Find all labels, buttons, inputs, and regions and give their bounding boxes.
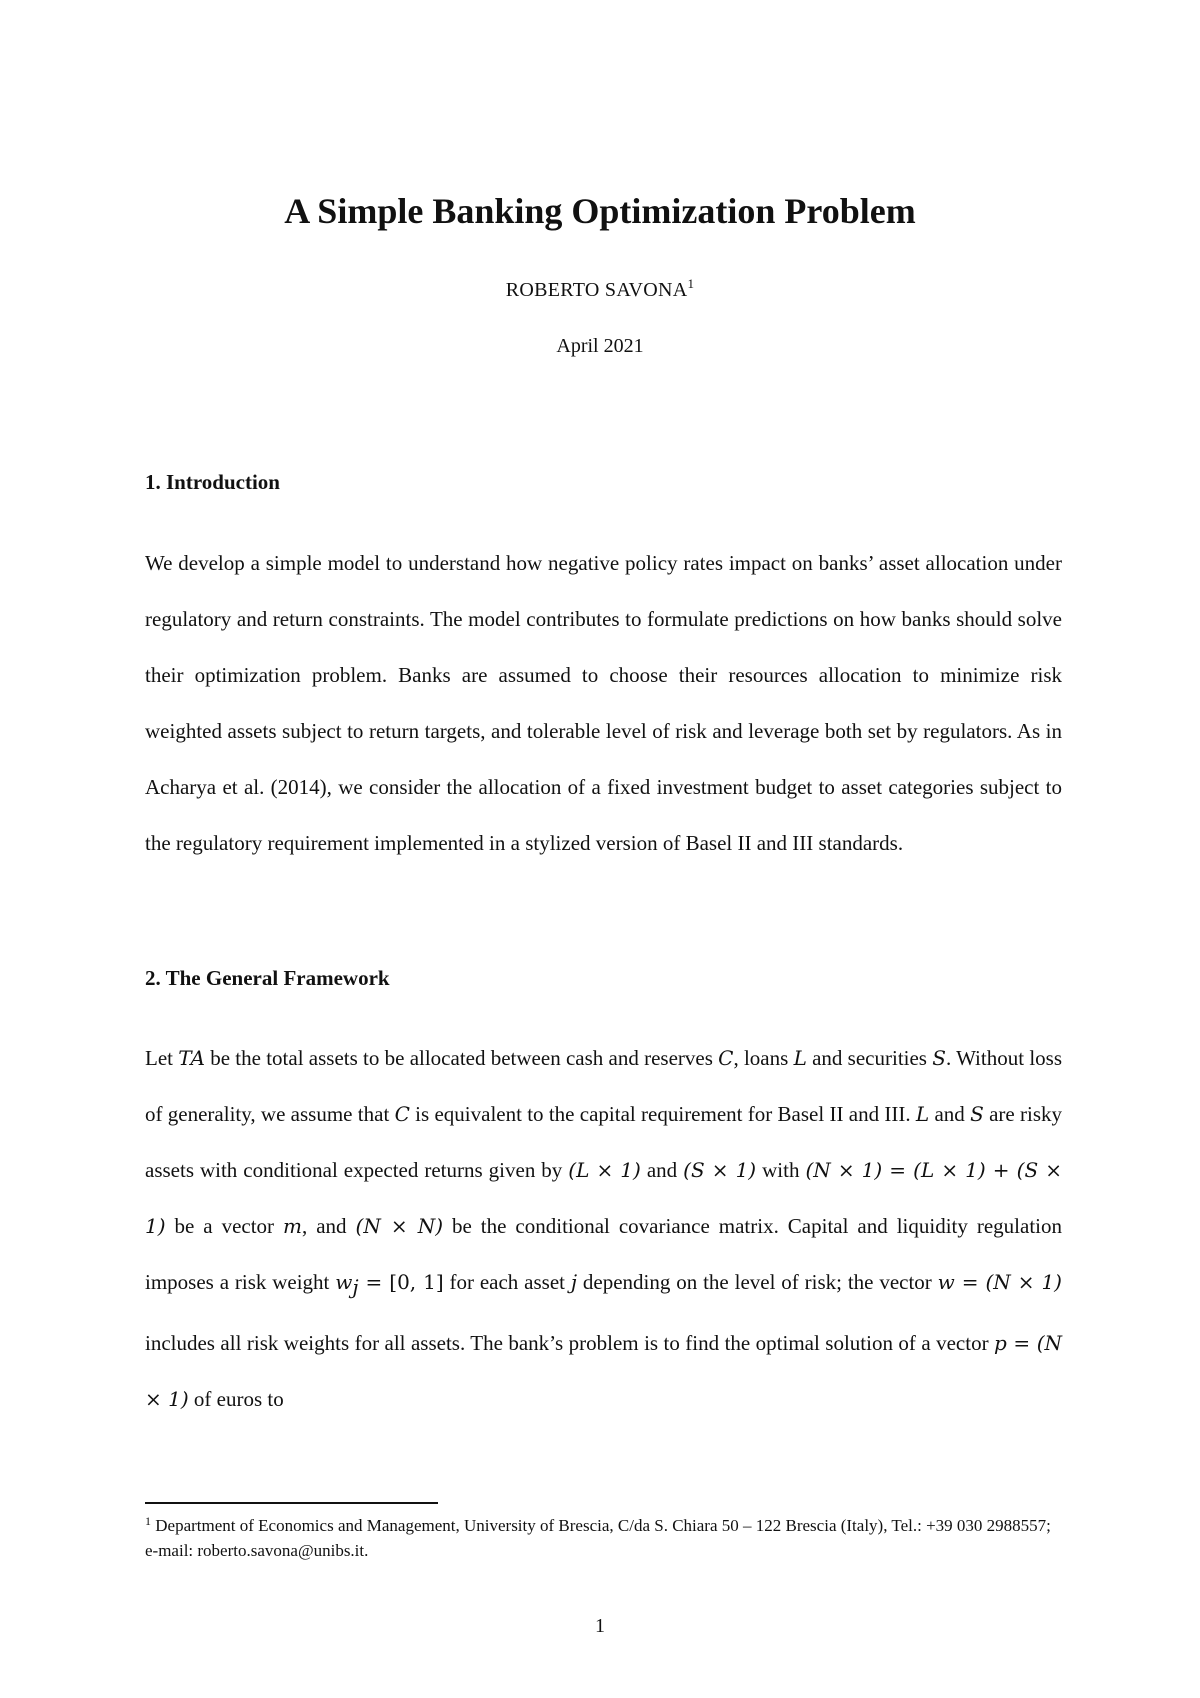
math-security-vector: (S × 1) [683, 1158, 757, 1182]
author-name: ROBERTO SAVONA [505, 279, 688, 301]
text-segment: with [756, 1158, 806, 1182]
text-segment: be the total assets to be allocated between cash and reserves [204, 1046, 719, 1070]
math-loan-vector: (L × 1) [568, 1158, 641, 1182]
math-vector-m: m [283, 1214, 302, 1238]
author-line [0, 276, 1200, 302]
text-segment: of euros to [188, 1387, 284, 1412]
section-heading-introduction: 1. Introduction [145, 470, 280, 494]
math-cash: C [718, 1046, 734, 1070]
paper-title: A Simple Banking Optimization Problem [284, 191, 916, 231]
math-covariance: (N × N) [355, 1214, 444, 1238]
text-segment: depending on the level of risk; the vector [577, 1270, 938, 1294]
introduction-paragraph: We develop a simple model to understand how negative policy rates impact on banks’ asset allocation under regulatory and return constraints. The model contributes to formulate predictions on how banks should solve their optimization problem. Banks are assumed to choose their resources allocation to minimize risk weighted assets subject to return targets, and tolerable level of risk and leverage both set by regulators. As in Acharya et al. (2014), we consider the allocation of a fixed investment budget to asset categories subject to the regulatory requirement implemented in a stylized version of Basel II and III standards. [145, 551, 1062, 855]
text-segment: , and [302, 1214, 356, 1238]
text-segment: Let [145, 1046, 179, 1070]
section-heading-general-framework: 2. The General Framework [145, 966, 390, 990]
footnote-mark: 1 [145, 1514, 151, 1528]
math-interval: = [0, 1] [358, 1270, 444, 1294]
footnote-divider [145, 1502, 438, 1504]
text-segment: . Without loss of generality, we assume that [145, 1046, 1062, 1126]
text-segment: are risky assets with conditional expected returns given by [145, 1102, 1063, 1182]
text-segment: be a vector [165, 1214, 284, 1238]
math-loans: L [915, 1102, 930, 1126]
text-segment: and [640, 1158, 684, 1182]
math-euro-vector: p = (N × 1) [145, 1331, 1063, 1412]
math-securities: S [970, 1102, 984, 1126]
math-loans: L [793, 1046, 807, 1070]
math-index-j: j [570, 1270, 578, 1294]
math-total-assets: TA [178, 1046, 205, 1070]
math-securities: S [932, 1046, 946, 1070]
text-segment: is equivalent to the capital requirement for Basel II and III. [409, 1102, 916, 1126]
paper-date: April 2021 [556, 335, 644, 357]
text-segment: for each asset [443, 1270, 571, 1294]
text-segment: includes all risk weights for all assets. The bank’s problem is to find the optimal solution of a vector [145, 1331, 995, 1356]
footnote [145, 1513, 1062, 1563]
general-framework-paragraph [145, 1030, 1062, 1427]
text-segment: and securities [806, 1046, 933, 1070]
author-footnote-mark[interactable]: 1 [687, 276, 695, 291]
page-number: 1 [595, 1615, 605, 1637]
math-risk-weight: w [335, 1270, 353, 1294]
text-segment: and [929, 1102, 971, 1126]
math-weight-vector: w = (N × 1) [937, 1270, 1062, 1294]
math-subscript-j: j [352, 1275, 359, 1300]
footnote-text: Department of Economics and Management, University of Brescia, C/da S. Chiara 50 – 122 Brescia (Italy), Tel.: +39 030 2988557; e-mail: roberto.savona@unibs.it. [145, 1516, 1051, 1560]
math-vector-sum: (N × 1) = (L × 1) + (S × 1) [145, 1158, 1062, 1238]
text-segment: , loans [733, 1046, 794, 1070]
text-segment: be the conditional covariance matrix. Capital and liquidity regulation imposes a risk weight [145, 1214, 1062, 1294]
math-cash: C [394, 1102, 410, 1126]
